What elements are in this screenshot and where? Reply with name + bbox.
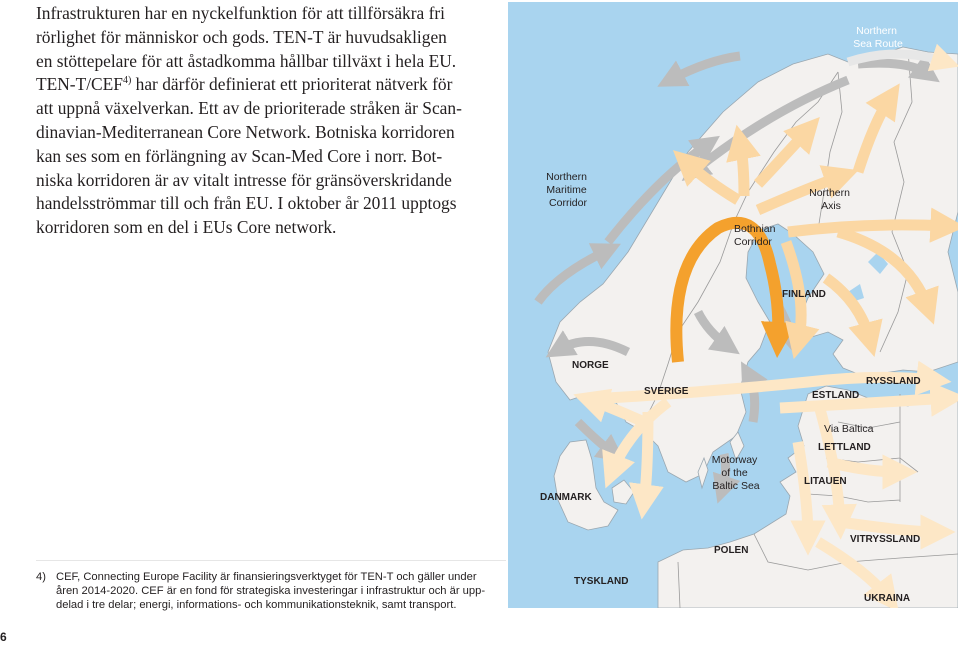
label-line: Motorway bbox=[711, 454, 758, 466]
label-line: Baltic Sea bbox=[712, 480, 760, 492]
country-estland: ESTLAND bbox=[812, 390, 860, 401]
footnote bbox=[36, 570, 496, 612]
label-line: Northern bbox=[856, 25, 897, 37]
footnote-line: åren 2014-2020. CEF är en fond för strategiska investeringar i infrastruktur och är upp- bbox=[56, 585, 486, 597]
footnote-line: CEF, Connecting Europe Facility är finansieringsverktyget för TEN-T och gäller under bbox=[56, 571, 477, 583]
footnote-number: 4) bbox=[36, 571, 46, 583]
intro-text-segment: har därför definierat ett prioriterat nätverk för bbox=[131, 74, 453, 95]
label-line: of the bbox=[721, 467, 748, 479]
label-line: Northern bbox=[809, 187, 850, 199]
label-line: Bothnian bbox=[734, 223, 776, 235]
intro-line: korridoren som en del i EUs Core network. bbox=[36, 217, 337, 238]
country-danmark: DANMARK bbox=[540, 492, 592, 503]
page-number: 6 bbox=[0, 630, 7, 644]
country-polen: POLEN bbox=[714, 545, 749, 556]
label-northern-maritime bbox=[546, 171, 590, 209]
country-norge: NORGE bbox=[572, 360, 609, 371]
footnote-divider bbox=[36, 560, 506, 561]
intro-text-segment: TEN-T/CEF bbox=[36, 74, 123, 95]
intro-line bbox=[36, 73, 492, 97]
label-line: Corridor bbox=[734, 236, 772, 248]
intro-line: Infrastrukturen har en nyckelfunktion för att tillförsäkra fri bbox=[36, 3, 446, 23]
intro-line: att uppnå växelverkan. Ett av de prioriterade stråken är Scan- bbox=[36, 98, 462, 119]
label-line: Northern bbox=[546, 171, 587, 183]
country-vitryssland: VITRYSSLAND bbox=[850, 534, 921, 545]
country-litauen: LITAUEN bbox=[804, 476, 847, 487]
pale-arrow-southwest bbox=[644, 412, 648, 502]
intro-line: handelsströmmar till och från EU. I oktober år 2011 upptogs bbox=[36, 193, 457, 214]
country-finland: FINLAND bbox=[782, 289, 826, 300]
label-line: Axis bbox=[821, 200, 841, 212]
label-line: Sea Route bbox=[853, 38, 903, 50]
northern-axis-arrow-up bbox=[740, 142, 744, 196]
footnote-line: delad i tre delar; energi, informations- och kommunikationsteknik, samt transport. bbox=[56, 599, 457, 611]
country-lettland: LETTLAND bbox=[818, 442, 871, 453]
corridor-map bbox=[508, 2, 958, 608]
country-sverige: SVERIGE bbox=[644, 386, 689, 397]
country-ukraina: UKRAINA bbox=[864, 593, 911, 604]
footnote-reference[interactable]: 4) bbox=[122, 75, 132, 87]
label-line: Corridor bbox=[549, 197, 587, 209]
label-via-baltica: Via Baltica bbox=[824, 423, 874, 435]
label-line: Maritime bbox=[546, 184, 587, 196]
country-tyskland: TYSKLAND bbox=[574, 576, 629, 587]
intro-line: niska korridoren är av vitalt intresse för gränsöverskridande bbox=[36, 169, 452, 190]
intro-line: dinavian-Mediterranean Core Network. Botniska korridoren bbox=[36, 121, 455, 142]
intro-line: kan ses som en förlängning av Scan-Med Core i norr. Bot- bbox=[36, 145, 443, 166]
country-ryssland: RYSSLAND bbox=[866, 376, 921, 387]
intro-line: rörlighet för människor och gods. TEN-T är huvudsakligen bbox=[36, 26, 447, 47]
label-bothnian bbox=[734, 223, 778, 248]
label-northern-sea-route bbox=[853, 25, 903, 50]
intro-text bbox=[36, 2, 492, 240]
intro-line: en stöttepelare för att åstadkomma hållbar tillväxt i hela EU. bbox=[36, 50, 457, 71]
